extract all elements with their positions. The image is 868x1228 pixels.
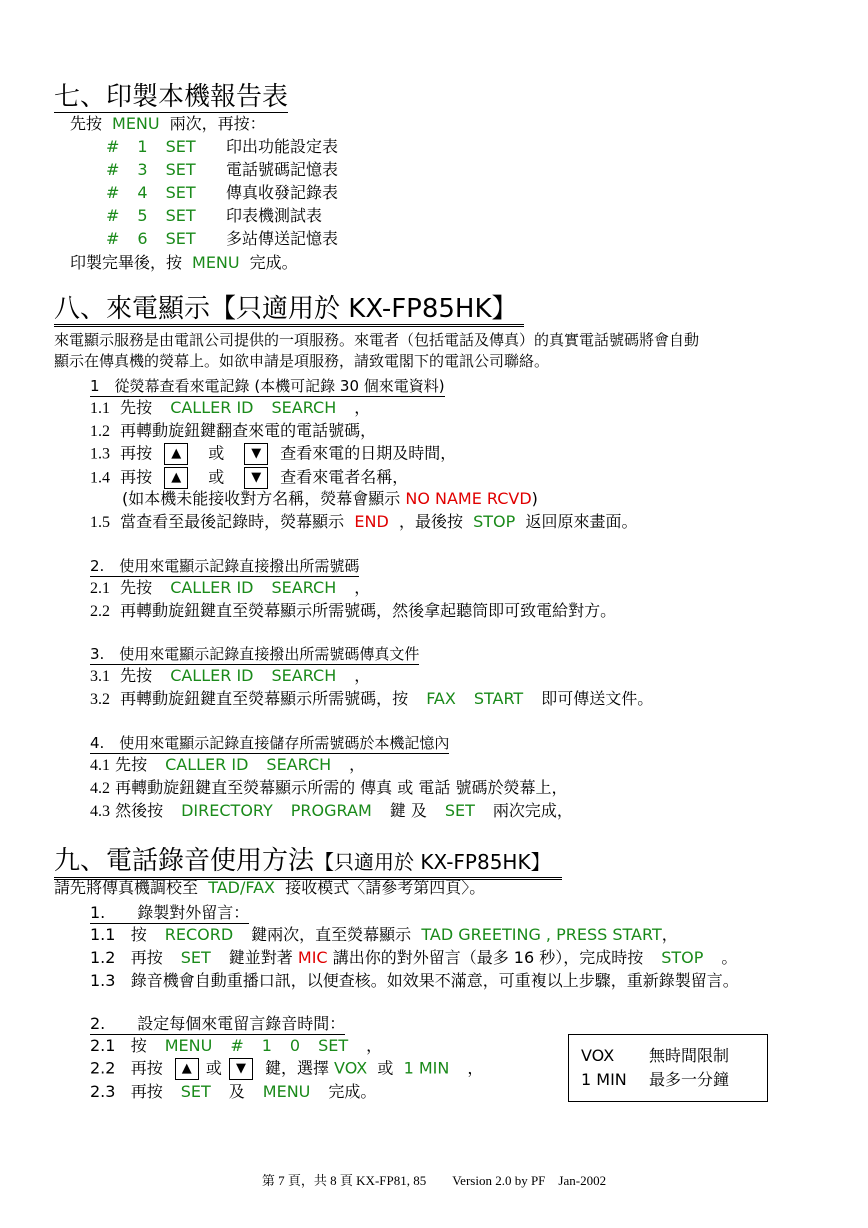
sec8-step-3-2: 3.2 再轉動旋鈕鍵直至熒幕顯示所需號碼，按 FAX START 即可傳送文件。 xyxy=(90,689,654,708)
sec7-item-2-desc: 電話號碼記憶表 xyxy=(226,160,339,179)
section7-title: 七、印製本機報告表 xyxy=(54,82,289,112)
sec7-item-1-desc: 印出功能設定表 xyxy=(226,137,339,156)
sec8-step-1-5: 1.5 當查看至最後記錄時，熒幕顯示 END ，最後按 STOP 返回原來畫面。 xyxy=(90,512,638,531)
up-arrow-key-icon: ▲ xyxy=(164,443,188,465)
sec7-item-1: # 1 SET xyxy=(106,137,196,156)
sec9-step-1-1: 1.1 按 RECORD 鍵兩次，直至熒幕顯示 TAD GREETING , PRESS START， xyxy=(90,925,678,944)
down-arrow-key-icon: ▼ xyxy=(244,467,268,489)
sec8-step-2-2: 2.2 再轉動旋鈕鍵直至熒幕顯示所需號碼，然後拿起聽筒即可致電給對方。 xyxy=(90,601,617,620)
sec8-step-3-1: 3.1 先按 CALLER ID SEARCH ， xyxy=(90,666,371,685)
section9-title: 九、電話錄音使用方法【只適用於 KX-FP85HK】 xyxy=(54,846,562,880)
sec8-step-4-3: 4.3 然後按 DIRECTORY PROGRAM 鍵 及 SET 兩次完成， xyxy=(90,801,573,820)
sec9-sub2-title: 2. 設定每個來電留言錄音時間： xyxy=(90,1014,346,1033)
sec8-step-1-2: 1.2 再轉動旋鈕鍵翻查來電的電話號碼， xyxy=(90,421,377,440)
sec8-step-1-3: 1.3 再按 ▲ 或 ▼ 查看來電的日期及時間， xyxy=(90,443,456,465)
section8-para-2: 顯示在傳真機的熒幕上。如欲申請是項服務，請致電閣下的電訊公司聯絡。 xyxy=(54,352,550,370)
sec8-sub4-title: 4. 使用來電顯示記錄直接儲存所需號碼於本機記憶內 xyxy=(90,734,450,752)
up-arrow-key-icon: ▲ xyxy=(164,467,188,489)
sec8-step-4-2: 4.2 再轉動旋鈕鍵直至熒幕顯示所需的 傳真 或 電話 號碼於熒幕上， xyxy=(90,778,568,797)
sec8-step-2-1: 2.1 先按 CALLER ID SEARCH ， xyxy=(90,578,371,597)
section8-title: 八、來電顯示【只適用於 KX-FP85HK】 xyxy=(54,294,524,327)
sec9-step-1-3: 1.3 錄音機會自動重播口訊，以便查核。如效果不滿意，可重複以上步驟，重新錄製留言。 xyxy=(90,971,739,990)
sec8-step-4-1: 4.1 先按 CALLER ID SEARCH ， xyxy=(90,755,366,774)
sec9-step-2-3: 2.3 再按 SET 及 MENU 完成。 xyxy=(90,1082,377,1101)
section8-para-1: 來電顯示服務是由電訊公司提供的一項服務。來電者（包括電話及傳真）的真實電話號碼將會自動 xyxy=(54,331,700,349)
sec9-step-2-2: 2.2 再按 ▲ 或 ▼ 鍵，選擇 VOX 或 1 MIN ， xyxy=(90,1058,483,1080)
down-arrow-key-icon: ▼ xyxy=(229,1058,253,1080)
sec9-sub1-title: 1. 錄製對外留言： xyxy=(90,903,250,922)
sec7-item-3-desc: 傳真收發記錄表 xyxy=(226,183,339,202)
sec8-step-1-1: 1.1 先按 CALLER ID SEARCH ， xyxy=(90,398,371,417)
sec7-item-3: # 4 SET xyxy=(106,183,196,202)
sec7-item-4-desc: 印表機測試表 xyxy=(226,206,323,225)
option-vox: VOX 無時間限制 xyxy=(581,1046,730,1065)
sec8-step-1-4: 1.4 再按 ▲ 或 ▼ 查看來電者名稱， xyxy=(90,467,408,489)
sec7-item-5-desc: 多站傳送記憶表 xyxy=(226,229,339,248)
sec8-sub3-title: 3. 使用來電顯示記錄直接撥出所需號碼傳真文件 xyxy=(90,645,420,663)
section7-intro: 先按 MENU 兩次，再按： xyxy=(70,114,266,133)
sec7-item-2: # 3 SET xyxy=(106,160,196,179)
recording-time-options-box xyxy=(568,1034,768,1102)
sec8-step-1-4-note: (如本機未能接收對方名稱，熒幕會顯示 NO NAME RCVD) xyxy=(122,489,538,508)
down-arrow-key-icon: ▼ xyxy=(244,443,268,465)
section9-intro: 請先將傳真機調校至 TAD/FAX 接收模式〈請參考第四頁〉。 xyxy=(54,878,486,897)
page-footer: 第 7 頁，共 8 頁 KX-FP81, 85 Version 2.0 by PF Jan-2002 xyxy=(261,1173,607,1188)
sec9-step-1-2: 1.2 再按 SET 鍵並對著 MIC 講出你的對外留言（最多 16 秒），完成時按 STOP 。 xyxy=(90,948,738,967)
section7-end: 印製完畢後，按 MENU 完成。 xyxy=(70,253,298,272)
sec8-sub2-title: 2. 使用來電顯示記錄直接撥出所需號碼 xyxy=(90,557,360,575)
sec8-sub1-title: 1 從熒幕查看來電記錄 (本機可記錄 30 個來電資料) xyxy=(90,377,445,395)
sec7-item-5: # 6 SET xyxy=(106,229,196,248)
sec9-step-2-1: 2.1 按 MENU # 1 0 SET ， xyxy=(90,1036,383,1055)
option-1min: 1 MIN 最多一分鐘 xyxy=(581,1070,730,1089)
sec7-item-4: # 5 SET xyxy=(106,206,196,225)
up-arrow-key-icon: ▲ xyxy=(175,1058,199,1080)
